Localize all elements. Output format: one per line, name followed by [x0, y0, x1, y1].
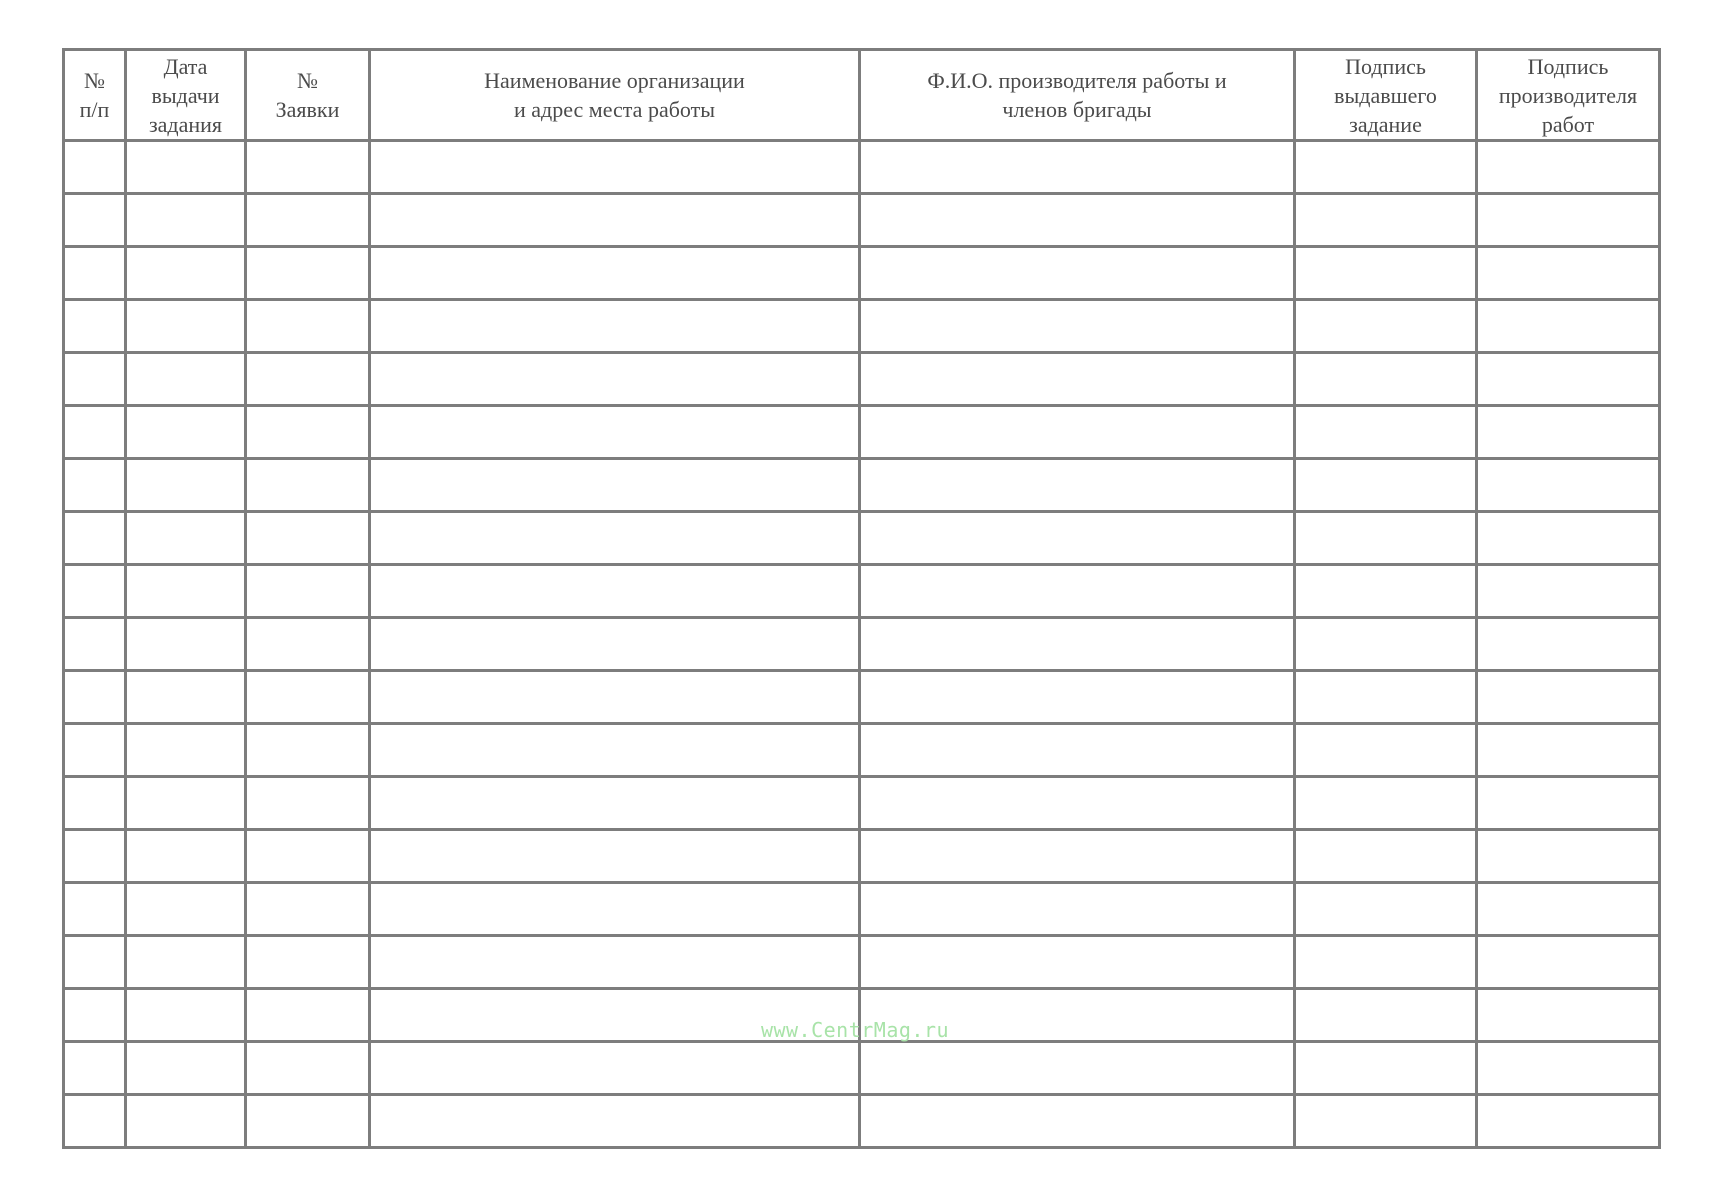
table-cell	[860, 883, 1295, 936]
header-issue-date: Дата выдачи задания	[126, 50, 246, 141]
table-cell	[64, 141, 126, 194]
table-row	[64, 141, 1660, 194]
table-cell	[860, 300, 1295, 353]
journal-sheet	[62, 48, 1658, 1149]
table-cell	[126, 141, 246, 194]
table-row	[64, 353, 1660, 406]
table-row	[64, 194, 1660, 247]
table-cell	[126, 671, 246, 724]
table-row	[64, 247, 1660, 300]
table-header	[64, 50, 1660, 141]
table-cell	[860, 671, 1295, 724]
table-cell	[64, 194, 126, 247]
table-cell	[126, 565, 246, 618]
table-cell	[1477, 883, 1660, 936]
table-cell	[370, 830, 860, 883]
table-row	[64, 512, 1660, 565]
table-cell	[64, 989, 126, 1042]
table-cell	[370, 618, 860, 671]
table-cell	[1477, 1042, 1660, 1095]
table-cell	[246, 1095, 370, 1148]
table-cell	[126, 618, 246, 671]
table-cell	[1295, 194, 1477, 247]
header-row-number: № п/п	[64, 50, 126, 141]
table-cell	[370, 194, 860, 247]
table-row	[64, 671, 1660, 724]
table-cell	[126, 777, 246, 830]
table-cell	[64, 512, 126, 565]
table-cell	[64, 1042, 126, 1095]
table-cell	[246, 618, 370, 671]
table-cell	[370, 459, 860, 512]
table-cell	[64, 777, 126, 830]
table-cell	[1477, 1095, 1660, 1148]
table-cell	[1477, 618, 1660, 671]
table-row	[64, 724, 1660, 777]
table-cell	[126, 883, 246, 936]
table-cell	[370, 300, 860, 353]
table-cell	[126, 406, 246, 459]
header-foreman-crew: Ф.И.О. производителя работы и членов бригады	[860, 50, 1295, 141]
table-cell	[860, 406, 1295, 459]
table-cell	[370, 512, 860, 565]
table-cell	[246, 724, 370, 777]
table-cell	[64, 830, 126, 883]
table-cell	[126, 194, 246, 247]
table-cell	[246, 565, 370, 618]
table-cell	[1477, 989, 1660, 1042]
table-cell	[64, 565, 126, 618]
table-cell	[1295, 989, 1477, 1042]
table-cell	[1477, 141, 1660, 194]
table-row	[64, 883, 1660, 936]
table-cell	[1477, 459, 1660, 512]
table-cell	[64, 618, 126, 671]
table-cell	[860, 830, 1295, 883]
table-row	[64, 459, 1660, 512]
table-cell	[370, 936, 860, 989]
table-cell	[860, 565, 1295, 618]
table-cell	[860, 1042, 1295, 1095]
table-cell	[1295, 1095, 1477, 1148]
table-cell	[126, 353, 246, 406]
table-cell	[1477, 353, 1660, 406]
table-cell	[1295, 1042, 1477, 1095]
table-cell	[126, 512, 246, 565]
table-cell	[1295, 777, 1477, 830]
table-cell	[64, 724, 126, 777]
table-cell	[860, 353, 1295, 406]
table-cell	[860, 724, 1295, 777]
table-cell	[370, 406, 860, 459]
table-cell	[370, 141, 860, 194]
table-cell	[370, 883, 860, 936]
table-cell	[1295, 618, 1477, 671]
table-cell	[1295, 724, 1477, 777]
table-cell	[246, 353, 370, 406]
table-cell	[246, 247, 370, 300]
table-cell	[246, 883, 370, 936]
table-cell	[1477, 936, 1660, 989]
table-cell	[246, 459, 370, 512]
table-cell	[64, 459, 126, 512]
header-foreman-signature: Подпись производителя работ	[1477, 50, 1660, 141]
table-cell	[1295, 300, 1477, 353]
table-cell	[1477, 777, 1660, 830]
table-cell	[1295, 936, 1477, 989]
header-issuer-signature: Подпись выдавшего задание	[1295, 50, 1477, 141]
table-cell	[1477, 565, 1660, 618]
table-cell	[126, 300, 246, 353]
table-row	[64, 936, 1660, 989]
table-body	[64, 141, 1660, 1148]
table-cell	[64, 300, 126, 353]
table-cell	[860, 1095, 1295, 1148]
table-cell	[246, 141, 370, 194]
table-cell	[1477, 406, 1660, 459]
table-cell	[1477, 247, 1660, 300]
header-organization-address: Наименование организации и адрес места работы	[370, 50, 860, 141]
table-cell	[370, 1042, 860, 1095]
table-cell	[1477, 300, 1660, 353]
table-cell	[1295, 141, 1477, 194]
table-cell	[860, 459, 1295, 512]
table-cell	[1295, 883, 1477, 936]
table-cell	[64, 883, 126, 936]
table-cell	[1477, 671, 1660, 724]
table-cell	[1295, 406, 1477, 459]
table-cell	[246, 406, 370, 459]
table-cell	[860, 936, 1295, 989]
table-cell	[246, 300, 370, 353]
table-cell	[370, 353, 860, 406]
table-row	[64, 300, 1660, 353]
table-cell	[126, 459, 246, 512]
table-cell	[246, 1042, 370, 1095]
table-cell	[860, 512, 1295, 565]
table-cell	[1295, 353, 1477, 406]
table-cell	[64, 936, 126, 989]
table-cell	[246, 936, 370, 989]
table-cell	[1477, 194, 1660, 247]
table-cell	[126, 724, 246, 777]
header-request-number: № Заявки	[246, 50, 370, 141]
table-row	[64, 1042, 1660, 1095]
table-cell	[1295, 459, 1477, 512]
table-cell	[1295, 512, 1477, 565]
table-cell	[126, 247, 246, 300]
table-cell	[370, 565, 860, 618]
table-cell	[860, 618, 1295, 671]
table-cell	[1477, 512, 1660, 565]
watermark: www.CentrMag.ru	[760, 1018, 950, 1042]
table-cell	[126, 936, 246, 989]
table-cell	[370, 724, 860, 777]
table-cell	[1295, 671, 1477, 724]
table-cell	[370, 777, 860, 830]
table-cell	[246, 512, 370, 565]
table-cell	[1477, 830, 1660, 883]
table-cell	[246, 830, 370, 883]
journal-table	[62, 48, 1661, 1149]
table-cell	[370, 671, 860, 724]
table-row	[64, 406, 1660, 459]
table-row	[64, 618, 1660, 671]
table-row	[64, 1095, 1660, 1148]
table-cell	[246, 989, 370, 1042]
table-cell	[860, 141, 1295, 194]
table-cell	[126, 1042, 246, 1095]
table-cell	[64, 1095, 126, 1148]
table-cell	[860, 247, 1295, 300]
table-cell	[860, 194, 1295, 247]
table-row	[64, 777, 1660, 830]
table-cell	[64, 353, 126, 406]
table-cell	[246, 671, 370, 724]
table-cell	[370, 247, 860, 300]
table-cell	[246, 194, 370, 247]
table-cell	[1295, 247, 1477, 300]
table-cell	[246, 777, 370, 830]
table-row	[64, 830, 1660, 883]
table-row	[64, 565, 1660, 618]
table-cell	[1295, 565, 1477, 618]
table-cell	[126, 1095, 246, 1148]
table-cell	[126, 989, 246, 1042]
table-cell	[860, 777, 1295, 830]
table-cell	[64, 247, 126, 300]
table-cell	[126, 830, 246, 883]
table-cell	[64, 406, 126, 459]
table-cell	[370, 1095, 860, 1148]
table-cell	[1295, 830, 1477, 883]
table-cell	[1477, 724, 1660, 777]
header-row	[64, 50, 1660, 141]
table-cell	[64, 671, 126, 724]
